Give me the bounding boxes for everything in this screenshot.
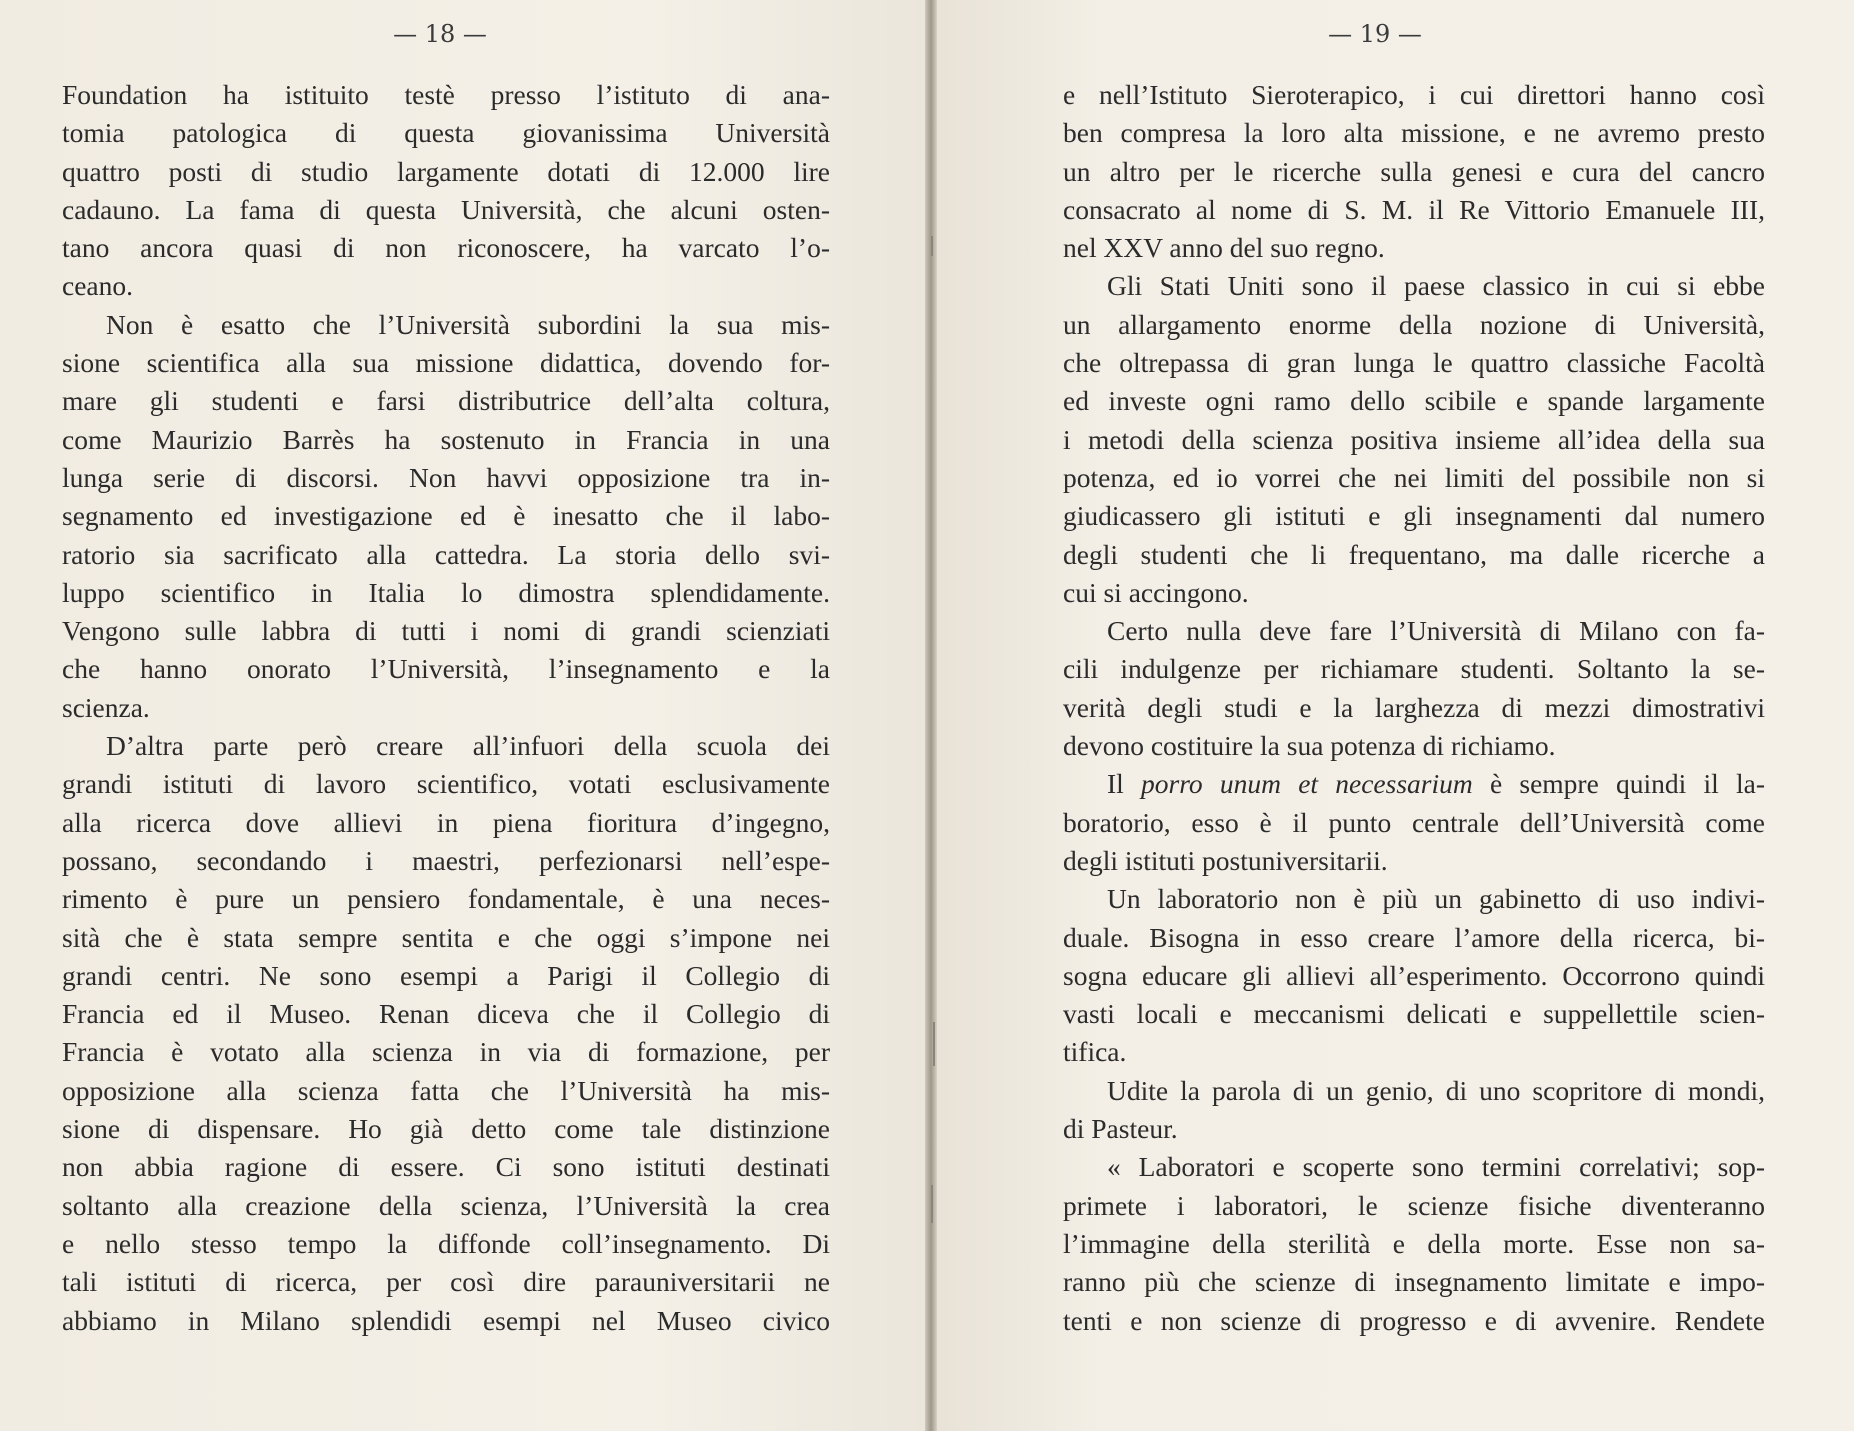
margin-mark <box>931 1185 933 1223</box>
margin-mark <box>933 1022 935 1066</box>
text-line: tomia patologica di questa giovanissima Università <box>62 117 830 149</box>
text-line: rimento è pure un pensiero fondamentale, è una neces- <box>62 883 830 915</box>
text-line: un altro per le ricerche sulla genesi e cura del cancro <box>1063 155 1765 187</box>
text-line: sione scientifica alla sua missione didattica, dovendo for- <box>62 347 830 379</box>
page-number: — 19 — <box>1328 20 1422 48</box>
text-line: consacrato al nome di S. M. il Re Vittorio Emanuele III, <box>1063 193 1765 225</box>
text-line: Certo nulla deve fare l’Università di Milano con fa- <box>1107 615 1765 647</box>
text-line: sione di dispensare. Ho già detto come tale distinzione <box>62 1113 830 1145</box>
text-line: sità che è stata sempre sentita e che oggi s’impone nei <box>62 921 830 953</box>
text-line: non abbia ragione di essere. Ci sono istituti destinati <box>62 1151 830 1183</box>
text-line: e nello stesso tempo la diffonde coll’insegnamento. Di <box>62 1227 830 1259</box>
text-line: degli istituti postuniversitarii. <box>1063 844 1388 876</box>
left-page <box>0 0 925 1431</box>
text-line: tifica. <box>1063 1036 1127 1068</box>
text-line: D’altra parte però creare all’infuori della scuola dei <box>106 730 830 762</box>
text-line: Gli Stati Uniti sono il paese classico in cui si ebbe <box>1107 270 1765 302</box>
page-number: — 18 — <box>393 20 487 48</box>
text-line: verità degli studi e la larghezza di mezzi dimostrativi <box>1063 691 1765 723</box>
text-line: che hanno onorato l’Università, l’insegnamento e la <box>62 653 830 685</box>
margin-mark <box>931 236 933 256</box>
text-line: ben compresa la loro alta missione, e ne avremo presto <box>1063 117 1765 149</box>
text-line: ranno più che scienze di insegnamento limitate e impo- <box>1063 1266 1765 1298</box>
text-line: Francia è votato alla scienza in via di formazione, per <box>62 1036 830 1068</box>
text-line: e nell’Istituto Sieroterapico, i cui direttori hanno così <box>1063 79 1765 110</box>
text-line: possano, secondando i maestri, perfezionarsi nell’espe- <box>62 844 830 876</box>
text-line: cadauno. La fama di questa Università, che alcuni osten- <box>62 193 830 225</box>
text-line: devono costituire la sua potenza di richiamo. <box>1063 730 1556 762</box>
page-body-text <box>1063 76 1765 1340</box>
text-line: degli studenti che li frequentano, ma dalle ricerche a <box>1063 538 1765 570</box>
text-line: grandi istituti di lavoro scientifico, votati esclusivamente <box>62 768 830 800</box>
text-line: ratorio sia sacrificato alla cattedra. La storia dello svi- <box>62 538 830 570</box>
text-line: duale. Bisogna in esso creare l’amore della ricerca, bi- <box>1063 921 1765 953</box>
text-line: abbiamo in Milano splendidi esempi nel Museo civico <box>62 1304 830 1336</box>
text-line: un allargamento enorme della nozione di Università, <box>1063 308 1765 340</box>
text-line: vasti locali e meccanismi delicati e suppellettile scien- <box>1063 998 1765 1030</box>
text-line: giudicassero gli istituti e gli insegnamenti dal numero <box>1063 500 1765 532</box>
text-line: primete i laboratori, le scienze fisiche diventeranno <box>1063 1189 1765 1221</box>
text-line: mare gli studenti e farsi distributrice dell’alta coltura, <box>62 385 830 417</box>
text-line: ed investe ogni ramo dello scibile e spande largamente <box>1063 385 1765 417</box>
text-line: Udite la parola di un genio, di uno scopritore di mondi, <box>1107 1074 1765 1106</box>
text-line: sogna educare gli allievi all’esperimento. Occorrono quindi <box>1063 959 1765 991</box>
text-line: « Laboratori e scoperte sono termini correlativi; sop- <box>1107 1151 1765 1183</box>
text-line: cili indulgenze per richiamare studenti. Soltanto la se- <box>1063 653 1765 685</box>
text-line: Foundation ha istituito testè presso l’istituto di ana- <box>62 79 830 110</box>
text-line: quattro posti di studio largamente dotati di 12.000 lire <box>62 155 830 187</box>
text-line: come Maurizio Barrès ha sostenuto in Francia in una <box>62 423 830 455</box>
text-line: che oltrepassa di gran lunga le quattro classiche Facoltà <box>1063 347 1765 379</box>
text-line: l’immagine della sterilità e della morte. Esse non sa- <box>1063 1227 1765 1259</box>
text-line: cui si accingono. <box>1063 576 1249 608</box>
text-line: scienza. <box>62 691 150 723</box>
text-line: Non è esatto che l’Università subordini la sua mis- <box>106 308 830 340</box>
italic-phrase: porro unum et necessarium <box>1141 768 1473 800</box>
page-body-text <box>62 76 830 1340</box>
text-line: opposizione alla scienza fatta che l’Università ha mis- <box>62 1074 830 1106</box>
text-line: tenti e non scienze di progresso e di avvenire. Rendete <box>1063 1304 1765 1336</box>
right-page <box>937 0 1854 1431</box>
text-line: nel XXV anno del suo regno. <box>1063 232 1385 264</box>
text-line: Il porro unum et necessarium è sempre quindi il la- <box>1107 768 1765 800</box>
text-line: boratorio, esso è il punto centrale dell’Università come <box>1063 806 1765 838</box>
text-line: Vengono sulle labbra di tutti i nomi di grandi scienziati <box>62 615 830 647</box>
text-line: Un laboratorio non è più un gabinetto di uso indivi- <box>1107 883 1765 915</box>
text-line: i metodi della scienza positiva insieme all’idea della sua <box>1063 423 1765 455</box>
text-line: ceano. <box>62 270 133 302</box>
text-line: potenza, ed io vorrei che nei limiti del possibile non si <box>1063 461 1765 493</box>
text-line: grandi centri. Ne sono esempi a Parigi il Collegio di <box>62 959 830 991</box>
text-line: lunga serie di discorsi. Non havvi opposizione tra in- <box>62 461 830 493</box>
text-line: tali istituti di ricerca, per così dire parauniversitarii ne <box>62 1266 830 1298</box>
text-line: di Pasteur. <box>1063 1113 1178 1145</box>
text-line: alla ricerca dove allievi in piena fioritura d’ingegno, <box>62 806 830 838</box>
text-line: luppo scientifico in Italia lo dimostra splendidamente. <box>62 576 830 608</box>
text-line: segnamento ed investigazione ed è inesatto che il labo- <box>62 500 830 532</box>
text-line: soltanto alla creazione della scienza, l’Università la crea <box>62 1189 830 1221</box>
text-line: Francia ed il Museo. Renan diceva che il Collegio di <box>62 998 830 1030</box>
text-line: tano ancora quasi di non riconoscere, ha varcato l’o- <box>62 232 830 264</box>
